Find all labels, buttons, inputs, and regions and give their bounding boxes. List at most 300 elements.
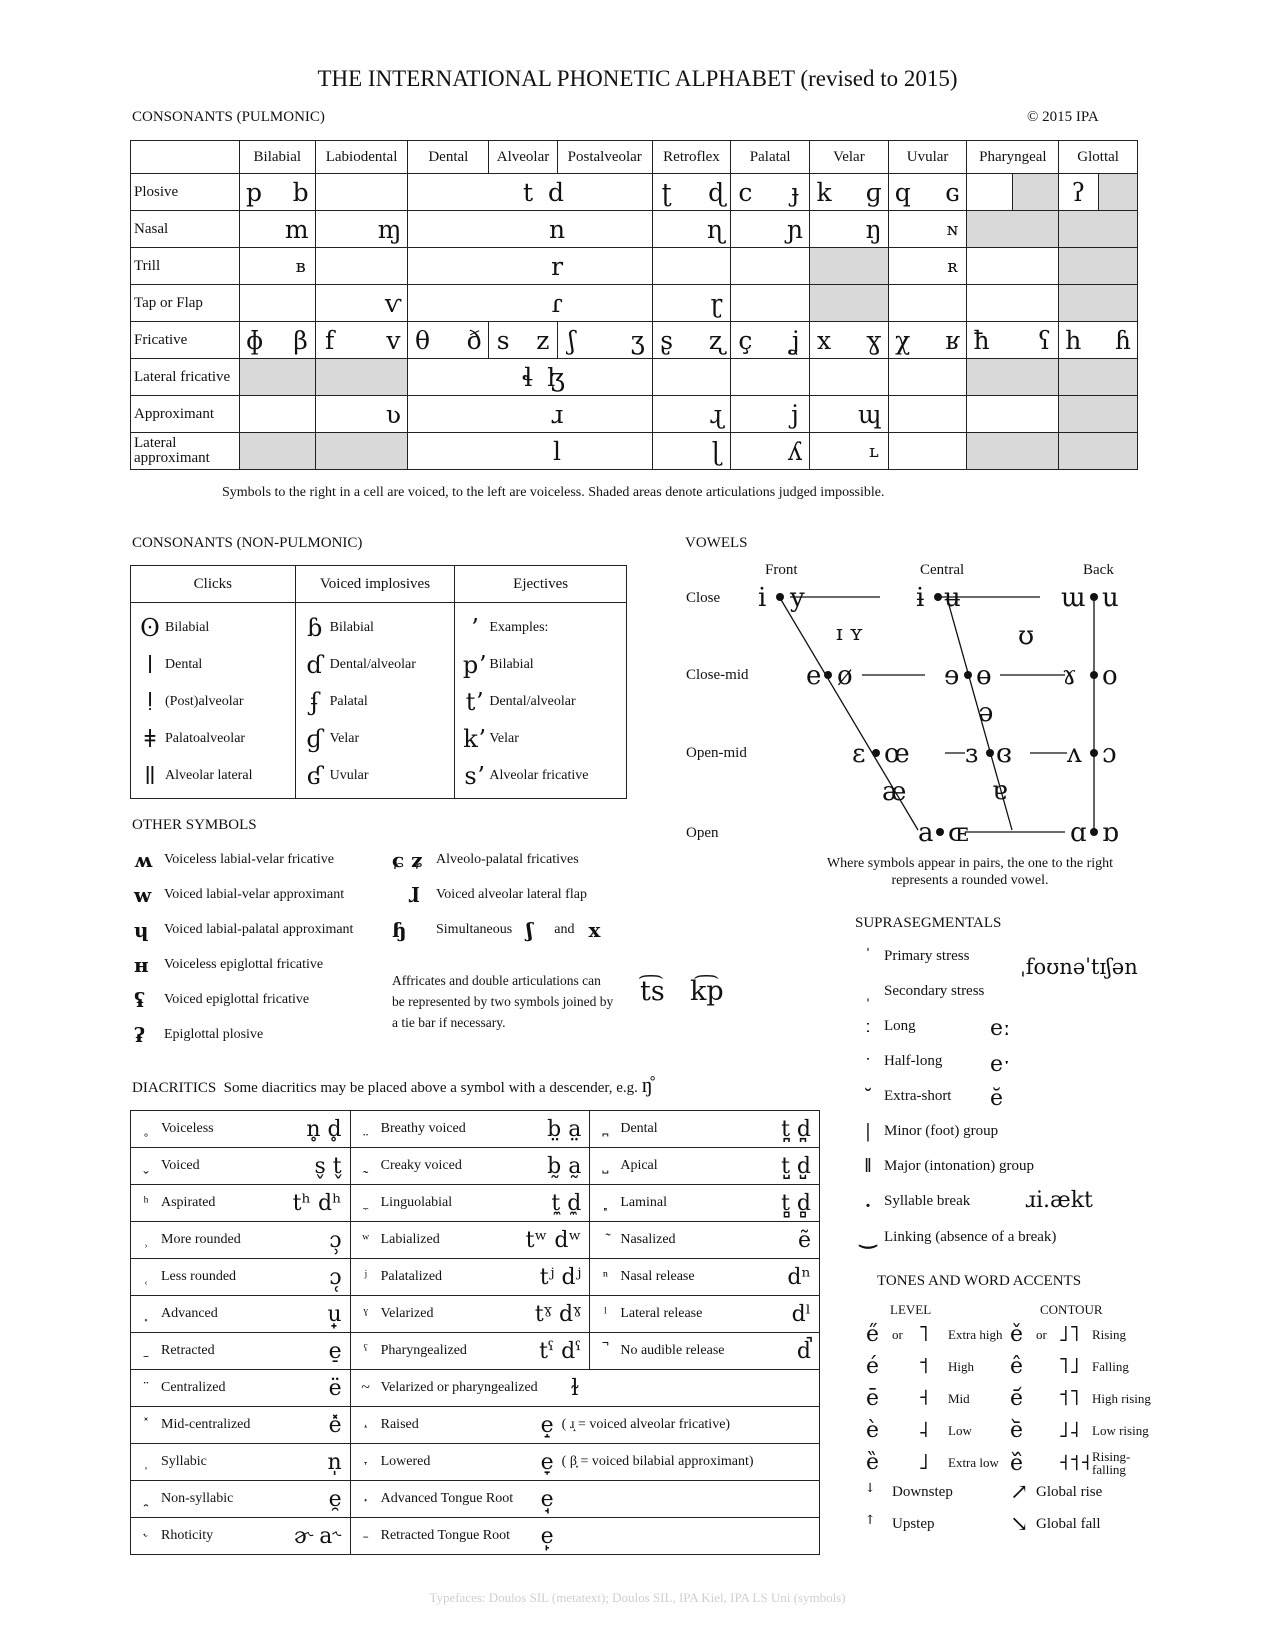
footer: Typefaces: Doulos SIL (metatext); Doulos SIL, IPA Kiel, IPA LS Uni (symbols): [429, 1590, 846, 1605]
tone-label: High: [948, 1359, 974, 1374]
col-ejectives: Ejectives: [455, 566, 627, 603]
diacritic-mark: ʲ: [364, 1268, 367, 1285]
vowel-front-label: Front: [765, 562, 798, 578]
col-alveolar: Alveolar: [489, 141, 558, 174]
diacritic-example: t̺ d̺: [781, 1153, 811, 1179]
supra-row: [852, 1155, 1034, 1178]
implosive-row: ɠ Velar: [306, 724, 360, 753]
tone-level-row: [866, 1322, 1008, 1347]
vowel-symbol: i: [758, 583, 767, 613]
affricate-ts: t͡s: [640, 976, 665, 1007]
vowel-symbol: ɤ: [1062, 661, 1077, 691]
tone-label: Extra high: [948, 1327, 1003, 1342]
cell: ɸ β: [239, 322, 315, 359]
pulmonic-heading: CONSONANTS (PULMONIC): [132, 109, 325, 125]
click-row: ǁ Alveolar lateral: [144, 761, 253, 790]
implosive-row: ɓ Bilabial: [306, 613, 374, 642]
cell: ʀ: [888, 248, 967, 285]
supra-ex-long: eː: [990, 1016, 1011, 1041]
row-tap: Tap or Flap: [131, 285, 240, 322]
tone-symbol: ē: [866, 1386, 880, 1411]
cell: χ ʁ: [888, 322, 967, 359]
cell: θ ð: [408, 322, 489, 359]
vowel-symbol: ɪ ʏ: [836, 621, 864, 645]
diacritic-mark: ˞: [143, 1527, 149, 1544]
tone-label: Extra low: [948, 1455, 999, 1470]
cell: c ɟ: [731, 174, 810, 211]
diacritics-heading: DIACRITICS Some diacritics may be placed above a symbol with a descender, e.g. ŋ̊: [132, 1072, 653, 1097]
cell: ʃ ʒ: [557, 322, 652, 359]
tone-symbol: è: [866, 1418, 880, 1443]
tone-letter: ˧: [918, 1386, 929, 1411]
vowel-symbol: u: [1102, 583, 1119, 613]
tone-symbol: e᷈: [1010, 1450, 1024, 1476]
tone-letter: ˥: [918, 1322, 929, 1347]
supra-ex-short: ĕ: [990, 1086, 1004, 1111]
diacritic-label: Advanced Tongue Root: [380, 1491, 514, 1506]
diacritic-label: Dental: [620, 1121, 658, 1136]
tone-symbol: e᷅: [1010, 1418, 1024, 1443]
diacritic-example: t̪ d̪: [781, 1116, 811, 1142]
cell: k ɡ: [810, 174, 889, 211]
supra-symbol: |: [865, 1120, 871, 1142]
vowel-symbol: ɘ: [944, 661, 960, 691]
cell: q ɢ: [888, 174, 967, 211]
cell: ʋ: [315, 396, 408, 433]
tone-letter: ˩: [918, 1450, 929, 1475]
cell: ʂ ʐ: [652, 322, 731, 359]
diacritic-label: Aspirated: [161, 1195, 216, 1210]
other-row: ʡ Epiglottal plosive: [134, 1023, 264, 1047]
tone-symbol: ê: [1010, 1354, 1024, 1379]
diacritic-label: No audible release: [620, 1343, 725, 1358]
supra-label: Minor (foot) group: [884, 1123, 999, 1139]
diacritic-label: Nasal release: [620, 1269, 695, 1284]
tone-level-row: [866, 1418, 1008, 1443]
tone-label: Global fall: [1036, 1516, 1101, 1532]
cell: ɹ: [408, 396, 652, 433]
tone-symbol: ꜜ: [866, 1480, 875, 1505]
tone-contour-row: [1010, 1354, 1152, 1379]
supra-row: [852, 1120, 998, 1143]
affricate-kp: k͡p: [690, 976, 724, 1007]
cell: n: [408, 211, 652, 248]
diacritic-label: Retracted Tongue Root: [380, 1528, 511, 1543]
diacritic-example: d̚: [796, 1338, 811, 1364]
vowel-symbol: o: [1102, 661, 1118, 691]
col-postalveolar: Postalveolar: [557, 141, 652, 174]
vowel-symbol: ʊ: [1018, 621, 1035, 651]
other-heading: OTHER SYMBOLS: [132, 817, 257, 833]
diacritic-mark: ˖: [362, 1490, 369, 1507]
diacritic-example: n̥ d̥: [306, 1116, 342, 1142]
vowel-symbol: e: [806, 661, 822, 691]
supra-symbol: .: [865, 1190, 871, 1212]
supra-ex-half: eˑ: [990, 1052, 1011, 1077]
diacritic-example: b̰ a̰: [547, 1153, 582, 1179]
row-fricative: Fricative: [131, 322, 240, 359]
col-bilabial: Bilabial: [239, 141, 315, 174]
cell: ɰ: [810, 396, 889, 433]
cell: h ɦ: [1059, 322, 1138, 359]
page-title: THE INTERNATIONAL PHONETIC ALPHABET (revised to 2015): [317, 66, 958, 91]
diacritic-mark: ʰ: [143, 1194, 149, 1211]
cell: s z: [489, 322, 558, 359]
implosive-row: ʄ Palatal: [310, 687, 368, 716]
cell: f v: [315, 322, 408, 359]
other-row: ʍ Voiceless labial-velar fricative: [134, 848, 334, 872]
supra-heading: SUPRASEGMENTALS: [855, 915, 1002, 931]
vowel-back-label: Back: [1083, 562, 1114, 578]
diacritic-example: dⁿ: [787, 1264, 811, 1290]
col-labiodental: Labiodental: [315, 141, 408, 174]
cell: x ɣ: [810, 322, 889, 359]
diacritic-example: s̬ t̬: [314, 1153, 342, 1179]
click-row: ǂ Palatoalveolar: [144, 724, 246, 753]
diacritic-example: ë: [328, 1375, 342, 1401]
cell: ɱ: [315, 211, 408, 248]
tone-label: Downstep: [892, 1484, 953, 1500]
col-uvular: Uvular: [888, 141, 967, 174]
col-dental: Dental: [408, 141, 489, 174]
supra-symbol: [852, 1085, 884, 1108]
diacritic-example: ɚ a˞: [293, 1523, 342, 1549]
diacritic-label: Voiceless: [161, 1121, 214, 1136]
tone-label: Mid: [948, 1391, 970, 1406]
diacritic-example: e̝: [540, 1412, 554, 1438]
tone-letter: ˥˩: [1058, 1354, 1080, 1379]
tones-heading: TONES AND WORD ACCENTS: [877, 1273, 1082, 1289]
vowel-symbol: ɶ: [948, 818, 969, 848]
nonpulmonic-heading: CONSONANTS (NON-PULMONIC): [132, 535, 363, 551]
implosive-row: ɗ Dental/alveolar: [306, 650, 416, 679]
vowel-symbol: ɒ: [1102, 818, 1119, 848]
vowels-heading: VOWELS: [685, 535, 748, 551]
tone-label: Falling: [1092, 1359, 1129, 1374]
diacritic-example: tˠ dˠ: [534, 1301, 582, 1327]
supra-row: [852, 1085, 951, 1108]
diacritic-label: Creaky voiced: [380, 1158, 462, 1173]
diacritic-mark: ˠ: [363, 1305, 368, 1322]
tone-symbol: ꜛ: [866, 1512, 875, 1537]
cell: p b: [239, 174, 315, 211]
vowel-closemid-label: Close-mid: [686, 667, 749, 683]
tone-label: Global rise: [1036, 1484, 1103, 1500]
supra-label: Primary stress: [884, 948, 970, 964]
col-pharyngeal: Pharyngeal: [967, 141, 1059, 174]
other-row: w Voiced labial-velar approximant: [134, 883, 345, 907]
diacritic-label: Voiced: [161, 1158, 200, 1173]
tone-symbol: e᷄: [1010, 1386, 1024, 1411]
tone-letter: ˦: [918, 1354, 929, 1379]
diacritic-note: ( β̞ = voiced bilabial approximant): [561, 1454, 754, 1469]
other-row: ʜ Voiceless epiglottal fricative: [134, 953, 324, 977]
ejective-row: pʼ Bilabial: [462, 650, 534, 679]
diacritic-label: Labialized: [380, 1232, 440, 1247]
diacritic-label: Centralized: [161, 1380, 226, 1395]
cell: ʟ: [810, 433, 889, 470]
tone-symbol: ↗: [1010, 1480, 1029, 1505]
cell: ɴ: [888, 211, 967, 248]
cell: t d: [408, 174, 652, 211]
supra-label: Half-long: [884, 1053, 943, 1069]
tone-symbol: ȅ: [866, 1450, 880, 1475]
diacritic-example: ɔ̜: [329, 1264, 342, 1290]
supra-symbol: ‿: [859, 1227, 877, 1249]
ejective-row: tʼ Dental/alveolar: [465, 687, 576, 716]
tone-label: Low rising: [1092, 1423, 1149, 1438]
supra-label: Linking (absence of a break): [884, 1229, 1057, 1245]
diacritic-example: e̘: [540, 1486, 554, 1512]
diacritic-example: tʰ dʰ: [292, 1190, 342, 1216]
other-row: ɧ Simultaneous ʃ and x: [392, 918, 601, 942]
diacritic-example: n̩: [327, 1449, 342, 1475]
vowel-open-label: Open: [686, 825, 719, 841]
tone-symbol: ě: [1010, 1322, 1024, 1347]
row-lateral-fricative: Lateral fricative: [131, 359, 240, 396]
vowel-symbol: æ: [882, 777, 907, 807]
row-nasal: Nasal: [131, 211, 240, 248]
row-lateral-approximant: Lateral approximant: [131, 433, 240, 470]
cell: j: [731, 396, 810, 433]
supra-label: Long: [884, 1018, 916, 1034]
supra-symbol: ː: [865, 1015, 871, 1037]
supra-label: Secondary stress: [884, 983, 985, 999]
supra-label: Major (intonation) group: [884, 1158, 1034, 1174]
tone-letter: ˦˥: [1058, 1386, 1080, 1411]
diacritic-example: u̟: [327, 1301, 342, 1327]
vowel-symbol: ø: [837, 661, 853, 691]
diacritic-mark: ⁿ: [602, 1268, 608, 1285]
cell: ʙ: [239, 248, 315, 285]
vowel-symbol: ɯ: [1061, 583, 1086, 613]
diacritic-example: e̞: [540, 1449, 554, 1475]
supra-ex-break: ɹi.ækt: [1025, 1188, 1093, 1213]
row-plosive: Plosive: [131, 174, 240, 211]
vowel-symbol: a: [918, 818, 934, 848]
diacritic-example: tʲ dʲ: [539, 1264, 582, 1290]
pulmonic-note: Symbols to the right in a cell are voiced, to the left are voiceless. Shaded areas denote articulations judged impossible.: [222, 485, 885, 500]
tone-or: or: [1036, 1326, 1047, 1342]
vowel-symbol: ɑ: [1070, 818, 1087, 848]
click-row: ǀ Dental: [146, 650, 203, 679]
tones-contour: CONTOUR: [1040, 1302, 1103, 1317]
diacritic-label: Less rounded: [161, 1269, 237, 1284]
tone-label: Rising-falling: [1092, 1449, 1131, 1477]
copyright: © 2015 IPA: [1027, 109, 1099, 125]
cell: ɽ: [652, 285, 731, 322]
tone-contour-row: [1010, 1450, 1152, 1476]
tone-letter: ˩˥: [1058, 1322, 1080, 1347]
diacritic-example: e̠: [328, 1338, 342, 1364]
tone-contour-row: [1010, 1322, 1152, 1347]
diacritic-example: t̼ d̼: [551, 1190, 582, 1216]
tone-letter: ˨: [918, 1418, 929, 1443]
diacritic-label: Linguolabial: [380, 1195, 453, 1210]
diacritic-mark: ˤ: [363, 1342, 368, 1359]
tone-level-row: [866, 1386, 1008, 1411]
diacritic-mark: ˡ: [604, 1305, 607, 1322]
other-row: ɥ Voiced labial-palatal approximant: [134, 918, 354, 942]
tone-level-row: [866, 1512, 935, 1537]
diacritic-example: e̽: [328, 1412, 342, 1438]
tone-symbol: e̋: [866, 1322, 880, 1347]
affricate-note: Affricates and double articulations can be represented by two symbols joined by a tie bar if necessary.: [392, 973, 614, 1030]
col-velar: Velar: [810, 141, 889, 174]
click-row: ʘ Bilabial: [140, 613, 210, 642]
col-palatal: Palatal: [731, 141, 810, 174]
vowel-close-label: Close: [686, 590, 721, 606]
tone-level-row: [866, 1354, 1008, 1379]
ejective-row: kʼ Velar: [463, 724, 519, 753]
tone-contour-row: [1010, 1512, 1101, 1537]
diacritic-example: b̤ a̤: [547, 1116, 582, 1142]
supra-symbol: ˑ: [865, 1050, 871, 1072]
diacritic-example: ɫ: [570, 1375, 579, 1401]
col-retroflex: Retroflex: [652, 141, 731, 174]
supra-row: [852, 1190, 970, 1213]
tone-label: Rising: [1092, 1327, 1126, 1342]
tone-label: Low: [948, 1423, 972, 1438]
diacritic-example: ẽ: [797, 1227, 811, 1253]
tone-label: Upstep: [892, 1516, 935, 1532]
vowel-symbol: ɐ: [992, 776, 1008, 806]
vowel-central-label: Central: [920, 562, 965, 578]
row-approximant: Approximant: [131, 396, 240, 433]
cell: ɻ: [652, 396, 731, 433]
tone-contour-row: [1010, 1386, 1152, 1411]
vowel-note: Where symbols appear in pairs, the one to the right represents a rounded vowel.: [826, 856, 1114, 888]
vowel-symbol: ɜ: [965, 739, 979, 769]
diacritic-example: e̙: [540, 1523, 554, 1549]
vowel-openmid-label: Open-mid: [686, 745, 747, 761]
cell: ɾ: [408, 285, 652, 322]
diacritic-mark: ʷ: [362, 1231, 370, 1248]
cell: ʔ: [1059, 174, 1138, 211]
vowel-symbol: œ: [884, 739, 910, 769]
diacritic-label: Rhoticity: [161, 1528, 214, 1543]
tones-level: LEVEL: [890, 1302, 932, 1317]
diacritic-label: Lowered: [380, 1454, 431, 1469]
col-implosives: Voiced implosives: [295, 566, 455, 603]
vowel-symbol: ɵ: [976, 661, 992, 691]
diacritic-note: ( ɹ̝ = voiced alveolar fricative): [561, 1417, 731, 1432]
supra-row: [852, 980, 984, 1003]
tone-or: or: [892, 1326, 903, 1342]
col-glottal: Glottal: [1059, 141, 1138, 174]
tone-label: High rising: [1092, 1391, 1151, 1406]
cell: ɬ ɮ: [408, 359, 652, 396]
diacritic-example: e̯: [328, 1486, 342, 1512]
cell: ⱱ: [315, 285, 408, 322]
diacritic-label: Lateral release: [620, 1306, 703, 1321]
cell: ʎ: [731, 433, 810, 470]
diacritic-example: tʷ dʷ: [525, 1227, 582, 1253]
cell: m: [239, 211, 315, 248]
tone-letter: ˧˦˧: [1058, 1450, 1091, 1476]
vowel-symbol: ɛ: [852, 739, 866, 769]
tone-letter: ˩˨: [1058, 1418, 1080, 1443]
supra-ex-stress: ˌfoʊnəˈtɪʃən: [1020, 955, 1138, 979]
supra-symbol: ˌ: [864, 980, 872, 1002]
tone-contour-row: [1010, 1480, 1102, 1505]
cell: ç ʝ: [731, 322, 810, 359]
diacritic-example: dˡ: [791, 1301, 811, 1327]
diacritic-label: Raised: [380, 1417, 419, 1432]
diacritic-label: Advanced: [161, 1306, 218, 1321]
cell: ɲ: [731, 211, 810, 248]
tone-contour-row: [1010, 1418, 1152, 1443]
diacritic-label: Nasalized: [620, 1232, 676, 1247]
diacritic-example: tˤ dˤ: [539, 1338, 582, 1364]
col-clicks: Clicks: [131, 566, 296, 603]
row-trill: Trill: [131, 248, 240, 285]
vowel-symbol: ə: [978, 698, 994, 728]
supra-row: [852, 1225, 1056, 1250]
diacritic-label: Retracted: [161, 1343, 215, 1358]
diacritic-mark: ˔: [362, 1416, 369, 1433]
diacritic-label: Breathy voiced: [380, 1121, 466, 1136]
diacritic-label: Palatalized: [380, 1269, 443, 1284]
cell: ŋ: [810, 211, 889, 248]
diacritic-label: Apical: [620, 1158, 658, 1173]
diacritic-label: Laminal: [620, 1195, 667, 1210]
diacritic-label: Non-syllabic: [161, 1491, 234, 1506]
ejective-row: sʼ Alveolar fricative: [464, 761, 589, 790]
supra-row: [852, 1015, 916, 1038]
diacritic-example: ɔ̹: [329, 1227, 342, 1253]
supra-row: [852, 945, 969, 968]
diacritic-label: Pharyngealized: [380, 1343, 467, 1358]
cell: ʈ ɖ: [652, 174, 731, 211]
supra-row: [852, 1050, 942, 1073]
vowel-symbol: ʌ: [1067, 739, 1082, 769]
tone-level-row: [866, 1480, 953, 1505]
cell: ɭ: [652, 433, 731, 470]
supra-label: Extra-short: [884, 1088, 952, 1104]
diacritic-label: More rounded: [161, 1232, 241, 1247]
implosive-row: ʛ Uvular: [306, 761, 369, 790]
tone-level-row: [866, 1450, 1008, 1475]
supra-symbol: ‖: [864, 1155, 872, 1177]
tone-symbol: é: [866, 1354, 880, 1379]
supra-symbol: ˈ: [864, 945, 872, 967]
click-row: ǃ (Post)alveolar: [146, 687, 244, 716]
diacritic-label: Mid-centralized: [161, 1417, 251, 1432]
other-row: ʢ Voiced epiglottal fricative: [134, 988, 310, 1012]
diacritic-mark: ˕: [362, 1453, 369, 1470]
diacritic-mark: ˗: [362, 1527, 369, 1544]
vowel-symbol: ʉ: [944, 583, 961, 613]
vowel-symbol: ɔ: [1102, 739, 1117, 769]
cell: ɳ: [652, 211, 731, 248]
tone-symbol: ↘: [1010, 1512, 1029, 1537]
diacritic-example: t̻ d̻: [781, 1190, 811, 1216]
diacritic-label: Syllabic: [161, 1454, 207, 1469]
other-row: ɺ Voiced alveolar lateral flap: [408, 883, 587, 907]
diacritic-label: Velarized: [380, 1306, 434, 1321]
diacritic-label: Velarized or pharyngealized: [380, 1380, 538, 1395]
vowel-symbol: ɞ: [996, 739, 1012, 769]
cell: ħ ʕ: [967, 322, 1059, 359]
cell: r: [408, 248, 652, 285]
diacritic-mark: ~: [361, 1379, 370, 1396]
vowel-symbol: y: [790, 583, 805, 613]
other-row: ɕ ʑ Alveolo-palatal fricatives: [392, 848, 579, 872]
vowel-symbol: ɨ: [916, 583, 925, 613]
supra-label: Syllable break: [884, 1193, 971, 1209]
cell: l: [408, 433, 652, 470]
